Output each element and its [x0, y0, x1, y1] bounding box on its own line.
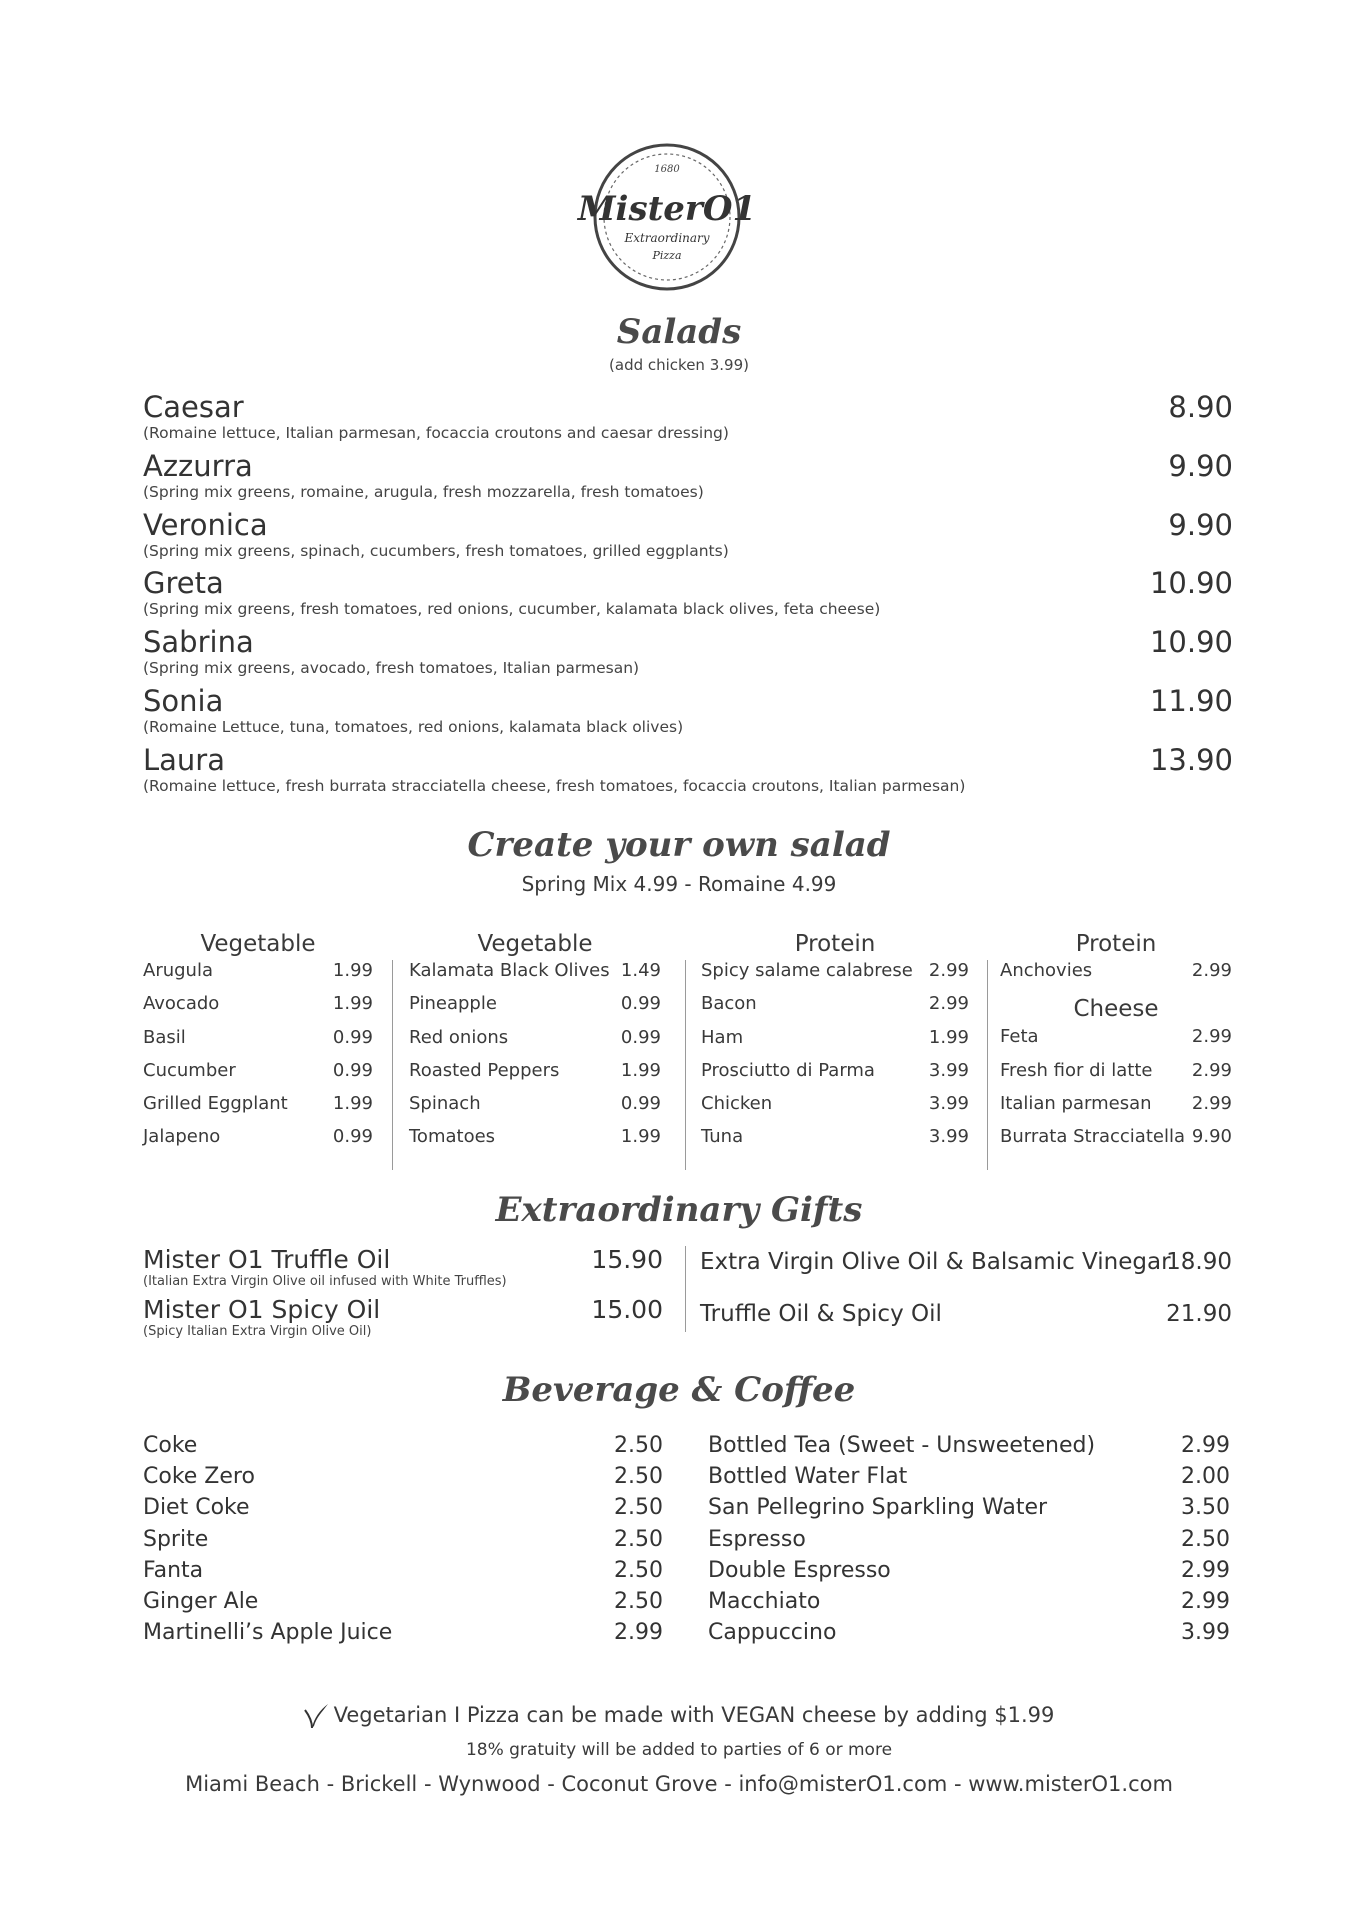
addon-name: Fresh fior di latte	[1000, 1059, 1153, 1081]
addon-price: 0.99	[620, 1026, 661, 1048]
column-subheading: Cheese	[1073, 996, 1159, 1023]
addon-price: 0.99	[332, 1126, 373, 1148]
create-salad-title: Create your own salad	[467, 825, 891, 865]
addon-row	[701, 1126, 969, 1159]
beverage-price: 2.50	[614, 1464, 663, 1490]
beverage-name: Fanta	[143, 1557, 204, 1583]
addon-row	[1000, 1126, 1232, 1159]
beverage-row	[143, 1526, 663, 1557]
addon-name: Ham	[701, 1026, 744, 1048]
addon-name: Burrata Stracciatella	[1000, 1126, 1185, 1148]
addon-row	[409, 960, 661, 993]
vegetarian-leaf-icon	[304, 1702, 330, 1730]
addon-price: 3.99	[928, 1059, 969, 1081]
salad-item	[143, 566, 1233, 625]
beverage-row	[143, 1619, 663, 1650]
salad-item	[143, 684, 1233, 743]
beverage-row	[708, 1557, 1230, 1588]
addon-name: Spicy salame calabrese	[701, 960, 913, 981]
locations-contact: Miami Beach - Brickell - Wynwood - Coconut Grove - info@misterO1.com - www.misterO1.com	[185, 1772, 1173, 1796]
beverage-price: 2.50	[1181, 1526, 1230, 1552]
beverage-name: Cappuccino	[708, 1620, 837, 1646]
addon-row	[1000, 1060, 1232, 1093]
addon-name: Red onions	[409, 1026, 509, 1048]
beverage-name: Macchiato	[708, 1588, 821, 1614]
beverage-row	[708, 1432, 1230, 1463]
addon-row	[701, 1027, 969, 1060]
addon-name: Arugula	[143, 960, 213, 981]
column-divider	[392, 960, 393, 1170]
salad-desc: (Romaine lettuce, fresh burrata stracciatella cheese, fresh tomatoes, focaccia croutons, Italian parmesan)	[143, 776, 966, 795]
beverage-name: Sprite	[143, 1526, 209, 1552]
addon-row	[143, 960, 373, 993]
gift-name: Mister O1 Spicy Oil	[143, 1295, 381, 1324]
addon-column-vegetable-1	[143, 928, 373, 1160]
addon-name: Tomatoes	[409, 1126, 496, 1148]
addon-price: 1.49	[620, 960, 661, 981]
addon-price: 1.99	[620, 1059, 661, 1081]
salad-name: Sonia	[143, 683, 224, 718]
addon-price: 1.99	[332, 960, 373, 981]
addon-name: Roasted Peppers	[409, 1059, 560, 1081]
beverage-price: 2.00	[1181, 1464, 1230, 1490]
beverage-name: Coke	[143, 1433, 198, 1458]
salad-name: Caesar	[143, 390, 244, 424]
addon-name: Chicken	[701, 1093, 773, 1115]
salad-desc: (Spring mix greens, fresh tomatoes, red onions, cucumber, kalamata black olives, feta cheese)	[143, 600, 881, 619]
vegan-note	[0, 1702, 1358, 1730]
beverage-name: San Pellegrino Sparkling Water	[708, 1495, 1048, 1521]
addon-row	[409, 1027, 661, 1060]
beverage-price: 2.99	[1181, 1433, 1230, 1458]
addon-row	[409, 1093, 661, 1126]
beverage-price: 2.50	[614, 1495, 663, 1521]
salads-title: Salads	[616, 312, 742, 352]
addon-row	[1000, 1093, 1232, 1126]
beverage-name: Ginger Ale	[143, 1588, 259, 1614]
salad-item	[143, 625, 1233, 684]
gift-desc: (Italian Extra Virgin Olive oil infused with White Truffles)	[143, 1274, 507, 1289]
svg-text:MisterO1: MisterO1	[577, 189, 757, 229]
salad-item	[143, 508, 1233, 567]
vegan-note-text: Vegetarian I Pizza can be made with VEGAN cheese by adding $1.99	[333, 1703, 1055, 1727]
create-salad-subtitle: Spring Mix 4.99 - Romaine 4.99	[521, 872, 837, 896]
column-divider	[987, 960, 988, 1170]
gratuity-note: 18% gratuity will be added to parties of 6 or more	[465, 1740, 893, 1760]
addon-price: 0.99	[620, 993, 661, 1015]
addon-name: Prosciutto di Parma	[701, 1059, 875, 1081]
addon-row	[143, 1060, 373, 1093]
beverage-name: Diet Coke	[143, 1495, 250, 1521]
addon-row	[409, 993, 661, 1026]
column-heading: Protein	[794, 931, 876, 957]
addon-name: Grilled Eggplant	[143, 1093, 288, 1115]
addon-price: 2.99	[1191, 1026, 1232, 1048]
addon-price: 2.99	[928, 960, 969, 981]
salad-name: Greta	[143, 566, 224, 601]
addon-name: Basil	[143, 1026, 186, 1048]
beverage-row	[708, 1619, 1230, 1650]
salad-item	[143, 390, 1233, 449]
salad-desc: (Spring mix greens, avocado, fresh tomatoes, Italian parmesan)	[143, 659, 640, 678]
gift-price: 15.00	[591, 1295, 663, 1324]
addon-price: 0.99	[332, 1059, 373, 1081]
svg-text:Extraordinary: Extraordinary	[624, 231, 710, 245]
salads-subtitle: (add chicken 3.99)	[609, 356, 749, 374]
addon-price: 2.99	[1191, 1092, 1232, 1114]
beverage-price: 2.50	[614, 1557, 663, 1583]
addon-name: Tuna	[701, 1126, 744, 1148]
addon-name: Jalapeno	[143, 1126, 221, 1148]
salad-desc: (Romaine lettuce, Italian parmesan, focaccia croutons and caesar dressing)	[143, 424, 729, 442]
gift-price: 18.90	[1166, 1249, 1232, 1275]
beverage-price: 2.99	[1181, 1557, 1230, 1583]
beverage-name: Coke Zero	[143, 1464, 255, 1490]
addon-price: 2.99	[928, 993, 969, 1015]
addon-price: 3.99	[928, 1093, 969, 1115]
beverage-column-right	[708, 1432, 1230, 1650]
gift-price: 15.90	[591, 1245, 663, 1274]
gift-item	[143, 1296, 663, 1339]
gift-item	[143, 1246, 663, 1289]
column-divider	[685, 960, 686, 1170]
salad-price: 10.90	[1149, 566, 1233, 601]
beverage-row	[143, 1557, 663, 1588]
addon-name: Cucumber	[143, 1059, 236, 1081]
addon-name: Avocado	[143, 993, 220, 1015]
addon-row	[1000, 960, 1232, 993]
addon-price: 2.99	[1191, 1059, 1232, 1081]
addon-price: 2.99	[1191, 960, 1232, 981]
addon-row	[409, 1060, 661, 1093]
addon-row	[701, 1093, 969, 1126]
beverage-price: 2.99	[614, 1620, 663, 1646]
salad-price: 8.90	[1168, 390, 1233, 424]
addon-price: 9.90	[1191, 1126, 1232, 1148]
beverage-title: Beverage & Coffee	[502, 1370, 856, 1410]
salad-item	[143, 449, 1233, 508]
beverage-row	[708, 1526, 1230, 1557]
addon-price: 3.99	[928, 1126, 969, 1148]
salad-desc: (Spring mix greens, romaine, arugula, fresh mozzarella, fresh tomatoes)	[143, 482, 704, 501]
beverage-price: 2.50	[614, 1526, 663, 1552]
addon-price: 1.99	[332, 1093, 373, 1115]
addon-price: 0.99	[620, 1093, 661, 1115]
mister-o1-logo	[577, 137, 757, 297]
gift-price: 21.90	[1166, 1301, 1232, 1327]
addon-name: Pineapple	[409, 993, 497, 1015]
beverage-price: 2.50	[614, 1588, 663, 1614]
gift-name: Extra Virgin Olive Oil & Balsamic Vinegar	[700, 1249, 1171, 1275]
addon-row	[143, 1093, 373, 1126]
beverage-name: Double Espresso	[708, 1557, 891, 1583]
salad-item	[143, 743, 1233, 802]
addon-row	[409, 1126, 661, 1159]
salad-name: Veronica	[143, 507, 268, 542]
addon-name: Kalamata Black Olives	[409, 960, 610, 981]
addon-column-vegetable-2	[409, 928, 661, 1160]
beverage-row	[143, 1588, 663, 1619]
addon-row	[143, 1126, 373, 1159]
gift-item	[700, 1300, 1232, 1328]
addon-name: Feta	[1000, 1026, 1039, 1048]
salad-name: Sabrina	[143, 625, 254, 660]
addon-price: 0.99	[332, 1026, 373, 1048]
salad-price: 11.90	[1149, 683, 1233, 718]
svg-text:1680: 1680	[654, 164, 680, 175]
salad-list	[143, 390, 1233, 802]
salad-name: Laura	[143, 742, 226, 777]
svg-text:Pizza: Pizza	[652, 249, 682, 262]
salad-price: 10.90	[1149, 625, 1233, 660]
addon-price: 1.99	[928, 1026, 969, 1048]
column-heading: Protein	[1075, 931, 1157, 957]
addon-price: 1.99	[332, 993, 373, 1015]
gifts-title: Extraordinary Gifts	[495, 1190, 863, 1230]
beverage-row	[143, 1494, 663, 1525]
gift-item	[700, 1248, 1232, 1276]
addon-row	[701, 993, 969, 1026]
salad-price: 13.90	[1149, 742, 1233, 777]
addon-name: Bacon	[701, 993, 757, 1015]
addon-row	[701, 960, 969, 993]
salad-price: 9.90	[1168, 448, 1233, 483]
beverage-row	[708, 1463, 1230, 1494]
addon-row	[143, 993, 373, 1026]
beverage-name: Bottled Tea (Sweet - Unsweetened)	[708, 1433, 1096, 1458]
addon-name: Italian parmesan	[1000, 1092, 1152, 1114]
gift-name: Truffle Oil & Spicy Oil	[700, 1301, 942, 1327]
column-heading: Vegetable	[200, 931, 316, 957]
gift-desc: (Spicy Italian Extra Virgin Olive Oil)	[143, 1324, 372, 1339]
beverage-price: 3.50	[1181, 1495, 1230, 1521]
addon-column-protein-2	[1000, 928, 1232, 1159]
beverage-price: 3.99	[1181, 1620, 1230, 1646]
beverage-name: Espresso	[708, 1526, 806, 1552]
beverage-column-left	[143, 1432, 663, 1650]
addon-row	[1000, 1026, 1232, 1059]
addon-price: 1.99	[620, 1126, 661, 1148]
salad-desc: (Romaine Lettuce, tuna, tomatoes, red onions, kalamata black olives)	[143, 717, 684, 736]
beverage-row	[708, 1494, 1230, 1525]
addon-name: Anchovies	[1000, 960, 1093, 981]
salad-desc: (Spring mix greens, spinach, cucumbers, fresh tomatoes, grilled eggplants)	[143, 541, 729, 560]
salad-price: 9.90	[1168, 507, 1233, 542]
salad-name: Azzurra	[143, 448, 253, 483]
beverage-row	[143, 1463, 663, 1494]
addon-row	[143, 1027, 373, 1060]
addon-column-protein-1	[701, 928, 969, 1160]
beverage-row	[143, 1432, 663, 1463]
beverage-name: Bottled Water Flat	[708, 1464, 908, 1490]
beverage-name: Martinelli’s Apple Juice	[143, 1620, 393, 1646]
beverage-row	[708, 1588, 1230, 1619]
beverage-price: 2.50	[614, 1433, 663, 1458]
gift-name: Mister O1 Truffle Oil	[143, 1245, 391, 1274]
beverage-price: 2.99	[1181, 1588, 1230, 1614]
addon-row	[701, 1060, 969, 1093]
column-divider	[685, 1246, 686, 1332]
addon-name: Spinach	[409, 1093, 481, 1115]
column-heading: Vegetable	[477, 931, 593, 957]
